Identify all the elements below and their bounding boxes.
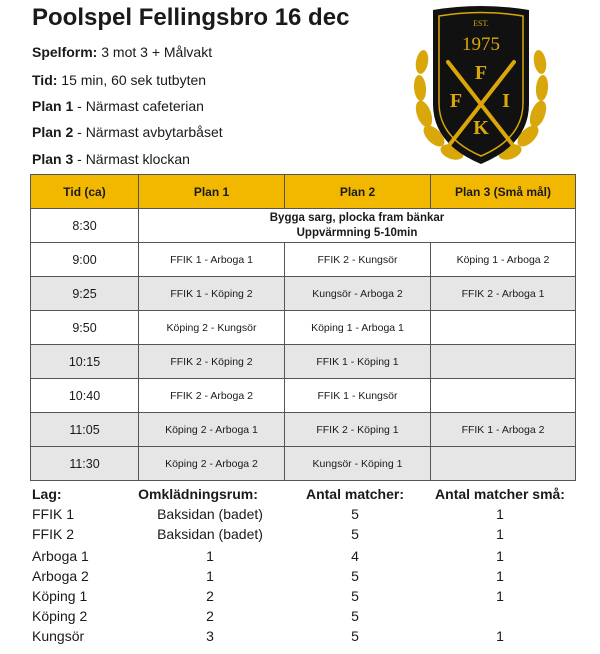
match-cell: Köping 2 - Kungsör: [139, 311, 285, 345]
team-name: FFIK 1: [32, 506, 75, 522]
header-plan-3: Plan 3 (Små mål): [431, 175, 576, 209]
team-small-matches: 1: [496, 506, 504, 522]
logo-letter-f1: F: [474, 62, 488, 84]
header-antal-matcher: Antal matcher:: [305, 486, 405, 502]
match-cell: FFIK 1 - Arboga 2: [431, 413, 576, 447]
shield-shape: [433, 6, 529, 164]
team-row: [0, 548, 600, 568]
match-cell: [431, 345, 576, 379]
info-tid: Tid: 15 min, 60 sek tutbyten: [32, 72, 207, 88]
team-room: 2: [206, 608, 214, 624]
page-title: Poolspel Fellingsbro 16 dec: [32, 4, 350, 31]
team-row: [0, 506, 600, 526]
table-row: [31, 447, 576, 481]
schedule-table: [30, 174, 576, 481]
logo-letter-f2: F: [449, 90, 463, 112]
team-row: [0, 526, 600, 546]
team-matches: 5: [351, 568, 359, 584]
header-antal-matcher-sma: Antal matcher små:: [435, 486, 565, 502]
info-plan-2: Plan 2 - Närmast avbytarbåset: [32, 124, 223, 140]
match-cell: FFIK 2 - Köping 1: [285, 413, 431, 447]
header-omkladningsrum: Omklädningsrum:: [138, 486, 258, 502]
team-name: FFIK 2: [32, 526, 75, 542]
info-spelform: Spelform: 3 mot 3 + Målvakt: [32, 44, 213, 60]
header-plan-2: Plan 2: [285, 175, 431, 209]
team-name: Kungsör: [32, 628, 85, 644]
match-cell: Köping 2 - Arboga 1: [139, 413, 285, 447]
header-tid: Tid (ca): [31, 175, 139, 209]
team-matches: 5: [351, 506, 359, 522]
team-row: [0, 608, 600, 628]
schedule-header-row: [31, 175, 576, 209]
match-cell: FFIK 1 - Arboga 1: [139, 243, 285, 277]
match-cell: FFIK 1 - Köping 2: [139, 277, 285, 311]
table-row: [31, 345, 576, 379]
header-plan-1: Plan 1: [139, 175, 285, 209]
table-row: [31, 209, 576, 243]
logo-est: EST.: [473, 19, 489, 28]
logo-year: 1975: [462, 34, 500, 55]
team-small-matches: 1: [496, 568, 504, 584]
time-cell: 11:30: [31, 447, 139, 481]
team-room: 1: [206, 568, 214, 584]
match-cell: [431, 311, 576, 345]
teams-header-row: [0, 486, 600, 506]
team-row: [0, 628, 600, 648]
table-row: [31, 243, 576, 277]
team-matches: 4: [351, 548, 359, 564]
team-name: Arboga 2: [32, 568, 89, 584]
team-room: 2: [206, 588, 214, 604]
team-matches: 5: [351, 628, 359, 644]
team-name: Köping 2: [32, 608, 88, 624]
table-row: [31, 311, 576, 345]
team-name: Köping 1: [32, 588, 88, 604]
table-row: [31, 413, 576, 447]
match-cell: Köping 1 - Arboga 2: [431, 243, 576, 277]
team-matches: 5: [351, 526, 359, 542]
match-cell: FFIK 2 - Kungsör: [285, 243, 431, 277]
match-cell: Kungsör - Arboga 2: [285, 277, 431, 311]
logo-letter-k: K: [473, 117, 489, 139]
match-cell: Kungsör - Köping 1: [285, 447, 431, 481]
info-plan-1: Plan 1 - Närmast cafeterian: [32, 98, 204, 114]
match-cell: FFIK 2 - Arboga 1: [431, 277, 576, 311]
team-small-matches: 1: [496, 628, 504, 644]
table-row: [31, 277, 576, 311]
match-cell: FFIK 2 - Köping 2: [139, 345, 285, 379]
time-cell: 9:50: [31, 311, 139, 345]
match-cell: Köping 2 - Arboga 2: [139, 447, 285, 481]
setup-note: Bygga sarg, plocka fram bänkar Uppvärmning 5-10min: [139, 209, 576, 243]
match-cell: [431, 379, 576, 413]
time-cell: 10:15: [31, 345, 139, 379]
team-room: 1: [206, 548, 214, 564]
table-row: [31, 379, 576, 413]
team-small-matches: 1: [496, 588, 504, 604]
team-row: [0, 568, 600, 588]
time-cell: 11:05: [31, 413, 139, 447]
match-cell: [431, 447, 576, 481]
team-matches: 5: [351, 588, 359, 604]
time-cell: 10:40: [31, 379, 139, 413]
match-cell: FFIK 1 - Köping 1: [285, 345, 431, 379]
header-lag: Lag:: [32, 486, 62, 502]
team-small-matches: 1: [496, 548, 504, 564]
time-cell: 9:00: [31, 243, 139, 277]
team-room: Baksidan (badet): [157, 506, 263, 522]
match-cell: FFIK 2 - Arboga 2: [139, 379, 285, 413]
time-cell: 9:25: [31, 277, 139, 311]
team-small-matches: 1: [496, 526, 504, 542]
team-room: Baksidan (badet): [157, 526, 263, 542]
team-room: 3: [206, 628, 214, 644]
club-logo: [408, 4, 554, 172]
team-row: [0, 588, 600, 608]
logo-letter-i: I: [502, 90, 510, 112]
team-name: Arboga 1: [32, 548, 89, 564]
match-cell: FFIK 1 - Kungsör: [285, 379, 431, 413]
time-cell: 8:30: [31, 209, 139, 243]
info-plan-3: Plan 3 - Närmast klockan: [32, 151, 190, 167]
match-cell: Köping 1 - Arboga 1: [285, 311, 431, 345]
team-matches: 5: [351, 608, 359, 624]
